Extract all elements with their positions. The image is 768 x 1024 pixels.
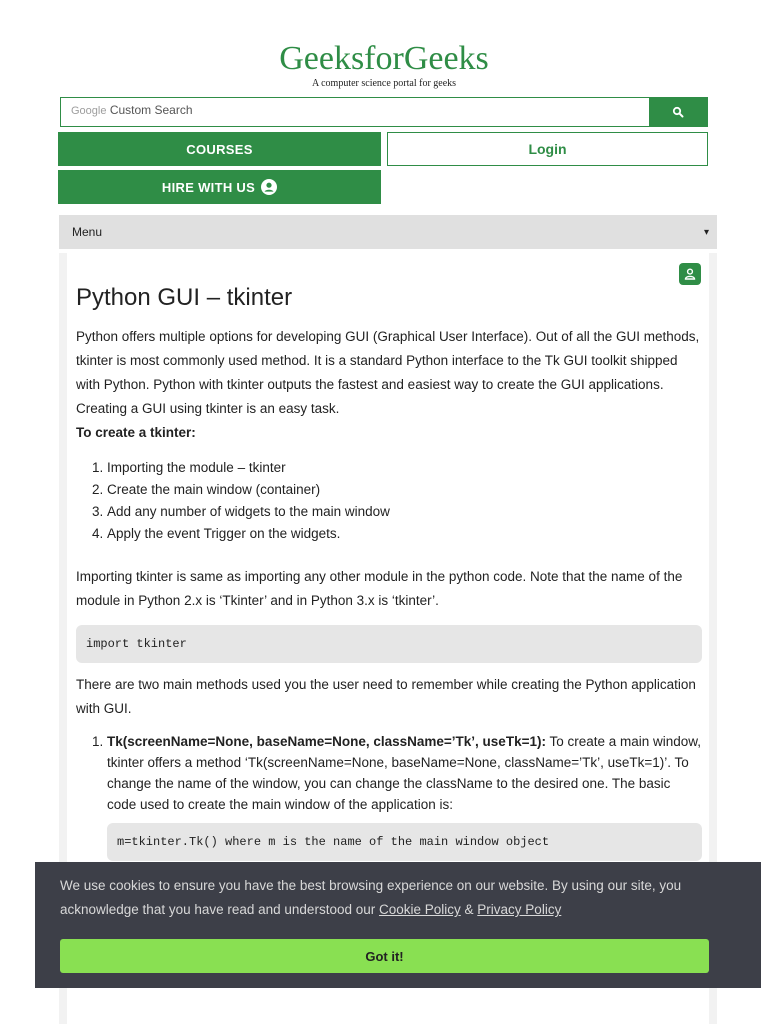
got-it-label: Got it! (365, 948, 404, 964)
code-block: import tkinter (76, 625, 702, 663)
logo-title[interactable]: GeeksforGeeks (279, 40, 489, 77)
methods-list (76, 731, 702, 861)
got-it-button[interactable] (60, 939, 709, 973)
courses-button[interactable] (58, 132, 381, 166)
list-item: 3. Add any number of widgets to the main window (107, 501, 702, 523)
menu-dropdown[interactable] (59, 215, 717, 249)
login-label: Login (528, 141, 567, 157)
code-block: m=tkinter.Tk() where m is the name of the main window object (107, 823, 702, 861)
list-item (107, 731, 702, 861)
cookie-text: We use cookies to ensure you have the best browsing experience on our website. By using our site, you acknowledge that you have read and understood our (60, 878, 682, 917)
hire-label: HIRE WITH US (161, 179, 256, 195)
article-intro: Python offers multiple options for developing GUI (Graphical User Interface). Out of all the GUI methods, tkinter is most commonly used method. It is a standard Python interface to the Tk GUI toolkit shipped with Python. Python with tkinter outputs the fastest and easiest way to create the GUI applications. Creating a GUI using tkinter is an easy task. (76, 329, 700, 416)
article-content (76, 281, 702, 861)
google-label: Google (71, 105, 107, 117)
user-icon (683, 267, 697, 281)
hire-with-us-button[interactable] (58, 170, 381, 204)
import-paragraph: Importing tkinter is same as importing any other module in the python code. Note that the name of the module in Python 2.x is ‘Tkinter’ and in Python 3.x is ‘tkinter’. (76, 569, 683, 608)
steps-list (76, 457, 702, 545)
search-button[interactable] (649, 97, 707, 127)
methods-paragraph: There are two main methods used you the user need to remember while creating the Python application with GUI. (76, 677, 696, 716)
search-icon (672, 106, 684, 118)
article-title: Python GUI – tkinter (76, 284, 293, 311)
chevron-down-icon: ▾ (703, 226, 709, 238)
cookie-separator: & (460, 902, 478, 917)
steps-heading-text: To create a tkinter: (76, 425, 196, 440)
privacy-policy-link[interactable]: Privacy Policy (477, 902, 562, 917)
user-circle-icon (261, 179, 277, 195)
steps-heading (76, 421, 702, 445)
search-input[interactable] (61, 98, 651, 126)
method-signature: Tk(screenName=None, baseName=None, className=’Tk’, useTk=1): (107, 734, 546, 749)
cookie-policy-link[interactable]: Cookie Policy (378, 902, 461, 917)
cookie-message (60, 874, 710, 922)
list-item: 2. Create the main window (container) (107, 479, 702, 501)
login-button[interactable] (387, 132, 708, 166)
site-logo[interactable] (0, 40, 768, 90)
menu-label: Menu (72, 225, 103, 239)
search-placeholder-text: Custom Search (109, 103, 193, 117)
method-description: To create a main window, tkinter offers a method ‘Tk(screenName=None, baseName=None, className=’Tk’, useTk=1)’. To change the name of the window, you can change the className to the desired one. The basic code used to create the main window of the application is: (107, 734, 702, 812)
courses-label: COURSES (186, 141, 253, 157)
list-item: 4. Apply the event Trigger on the widgets. (107, 523, 702, 545)
search-bar (60, 97, 708, 127)
list-item: 1. Importing the module – tkinter (107, 457, 702, 479)
cookie-banner (35, 862, 761, 988)
logo-subtitle: A computer science portal for geeks (311, 78, 457, 89)
